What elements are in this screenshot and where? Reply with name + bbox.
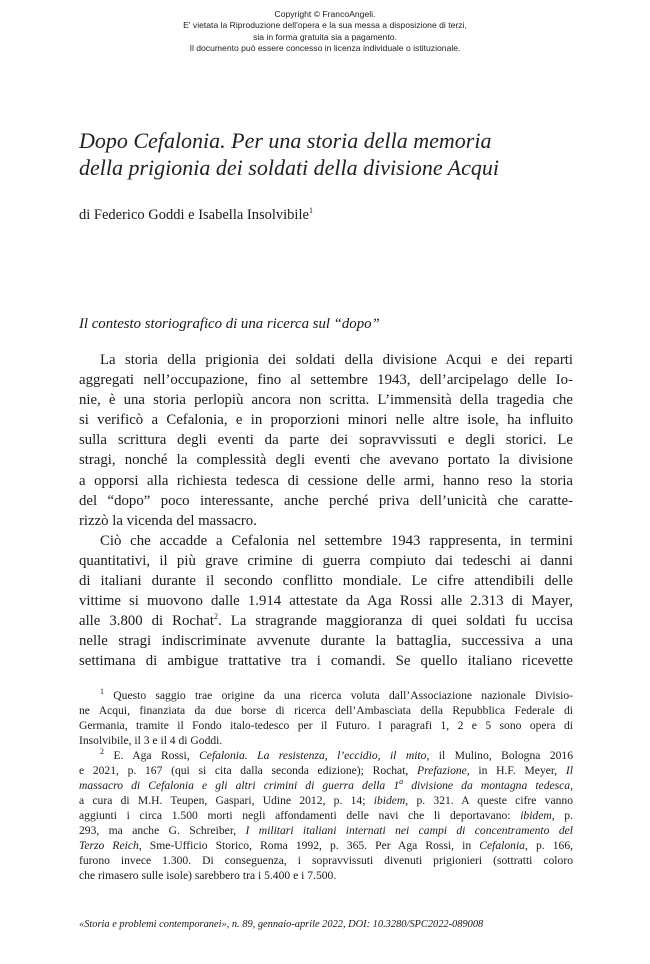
footnote-line: Insolvibile, il 3 e il 4 di Goddi.	[79, 734, 223, 747]
copyright-line: Copyright © FrancoAngeli.	[274, 9, 376, 19]
text-line: di italiani durante il secondo conflitto mondiale. Le cifre attendibili delle	[79, 573, 573, 590]
footnote-line: Germania, tramite il Fondo italo-tedesco per il Futuro. I paragrafi 1, 2 e 5 sono opera di	[79, 719, 573, 732]
text-segment: alle 3.800 di Rochat	[79, 613, 215, 630]
book-title: Prefazione	[417, 764, 467, 777]
book-title: Cefalonia. La resistenza, l’eccidio, il mito	[199, 749, 427, 762]
text-line: rizzò la vicenda del massacro.	[79, 512, 257, 529]
footnote-line: furono invece 1.300. Di conseguenza, i sopravvissuti divenuti prigionieri (sottratti coloro	[79, 854, 573, 867]
text-line: nelle stragi indiscriminate avvenute durante la battaglia, successiva a una	[79, 633, 573, 650]
text-line: settimana di ambigue trattative tra i comandi. Se quello italiano ricevette	[79, 653, 573, 670]
article-title	[79, 127, 579, 181]
paragraph	[79, 350, 573, 531]
text-segment: , in H.F. Meyer,	[466, 764, 566, 777]
footnote-line: che rimasero sulle isole) sarebbero tra i 5.400 e i 7.500.	[79, 869, 337, 882]
footnote	[79, 748, 573, 883]
book-title: Cefalonia	[479, 839, 525, 852]
copyright-notice	[0, 9, 650, 55]
text-segment: , Sme-Ufficio Storico, Roma 1992, p. 365. Per Aga Rossi, in	[138, 839, 480, 852]
section-heading: Il contesto storiografico di una ricerca sul “dopo”	[79, 316, 380, 332]
text-segment: E. Aga Rossi,	[113, 749, 200, 762]
paragraph	[79, 531, 573, 672]
text-segment: , il Mulino, Bologna 2016	[426, 749, 574, 762]
footnote-number: 1	[100, 687, 104, 697]
copyright-line: sia in forma gratuita sia a pagamento.	[253, 31, 397, 42]
footnote-line	[79, 688, 573, 703]
footnote-ref[interactable]: 2	[214, 612, 219, 622]
title-line: della prigionia dei soldati della divisione Acqui	[79, 155, 499, 180]
footnote-ref[interactable]: 1	[308, 206, 313, 216]
text-segment: e 2021, p. 167 (qui si cita dalla seconda edizione); Rochat,	[79, 764, 418, 777]
text-line: stragi, nonché la complessità degli eventi che avevano portato la divisione	[79, 452, 573, 469]
footnote	[79, 688, 573, 748]
text-line: sulla scrittura degli eventi da parte dei sopravvissuti e degli storici. Le	[79, 432, 573, 449]
footnote-number: 2	[100, 747, 104, 757]
book-title: massacro di Cefalonia e gli altri crimini di guerra della 1	[79, 779, 400, 792]
text-segment: , p. 166,	[524, 839, 574, 852]
text-line	[79, 611, 573, 631]
copyright-line: E' vietata la Riproduzione dell'opera e la sua messa a disposizione di terzi,	[183, 20, 467, 31]
body-text	[79, 350, 573, 672]
footnote-line	[79, 748, 573, 763]
authors-text: di Federico Goddi e Isabella Insolvibile	[79, 207, 309, 223]
copyright-line: Il documento può essere concesso in licenza individuale o istituzionale.	[189, 43, 461, 54]
book-title: ibidem	[520, 809, 552, 822]
book-title: ibidem	[373, 794, 406, 807]
footnote-line	[79, 823, 573, 838]
footnote-line	[79, 793, 573, 808]
text-segment: , p.	[551, 809, 574, 822]
text-segment: Questo saggio trae origine da una ricerca voluta dall’Associazione nazionale Divisio-	[113, 689, 573, 702]
text-segment: . La stragrande maggioranza di quei soldati fu uccisa	[218, 613, 573, 630]
footnote-line	[79, 778, 573, 793]
footnotes	[79, 688, 573, 883]
superscript: a	[399, 777, 404, 787]
text-segment: , p. 321. A queste cifre vanno	[405, 794, 573, 807]
journal-citation-footer: «Storia e problemi contemporanei», n. 89, gennaio-aprile 2022, DOI: 10.3280/SPC2022-089008	[79, 919, 484, 930]
footnote-line	[79, 763, 573, 778]
text-line: vittime si muovono dalle 1.914 attestate da Aga Rossi alle 2.313 di Mayer,	[79, 593, 573, 610]
book-title: Il	[565, 764, 573, 777]
text-segment: 293, ma anche G. Schreiber,	[79, 824, 246, 837]
text-line: nie, è una storia perlopiù ancora non scritta. L’immensità della tragedia che	[79, 392, 573, 409]
text-segment: aggiunti i circa 1.500 morti negli affondamenti delle navi che li deportavano:	[79, 809, 521, 822]
text-line: Ciò che accadde a Cefalonia nel settembre 1943 rappresenta, in termini	[100, 532, 573, 549]
text-line: si verificò a Cefalonia, e in proporzioni minori nelle altre isole, ha influito	[79, 412, 573, 429]
book-title: I militari italiani internati nei campi di concentramento del	[245, 824, 573, 837]
article-authors	[79, 206, 313, 224]
text-line: a opporsi alla richiesta tedesca di cessione delle armi, hanno reso la storia	[79, 472, 573, 489]
footnote-line	[79, 838, 573, 853]
text-line: del “dopo” poco interessante, anche perché priva dell’unicità che caratte-	[79, 492, 573, 509]
title-line: Dopo Cefalonia. Per una storia della memoria	[79, 128, 492, 153]
text-segment: a cura di M.H. Teupen, Gaspari, Udine 2012, p. 14;	[79, 794, 374, 807]
text-segment: ,	[570, 779, 574, 792]
book-title: divisione da montagna tedesca	[403, 779, 571, 792]
footnote-line	[79, 808, 573, 823]
text-line: quantitativi, il più grave crimine di guerra compiuto dai tedeschi ai danni	[79, 552, 573, 569]
footnote-line: ne Acqui, finanziata da due borse di ricerca dell’Ambasciata della Repubblica Federale di	[79, 704, 573, 717]
text-line: La storia della prigionia dei soldati della divisione Acqui e dei reparti	[100, 352, 573, 368]
text-line: aggregati nell’occupazione, fino al settembre 1943, dell’arcipelago delle Io-	[79, 372, 573, 389]
book-title: Terzo Reich	[79, 839, 139, 852]
